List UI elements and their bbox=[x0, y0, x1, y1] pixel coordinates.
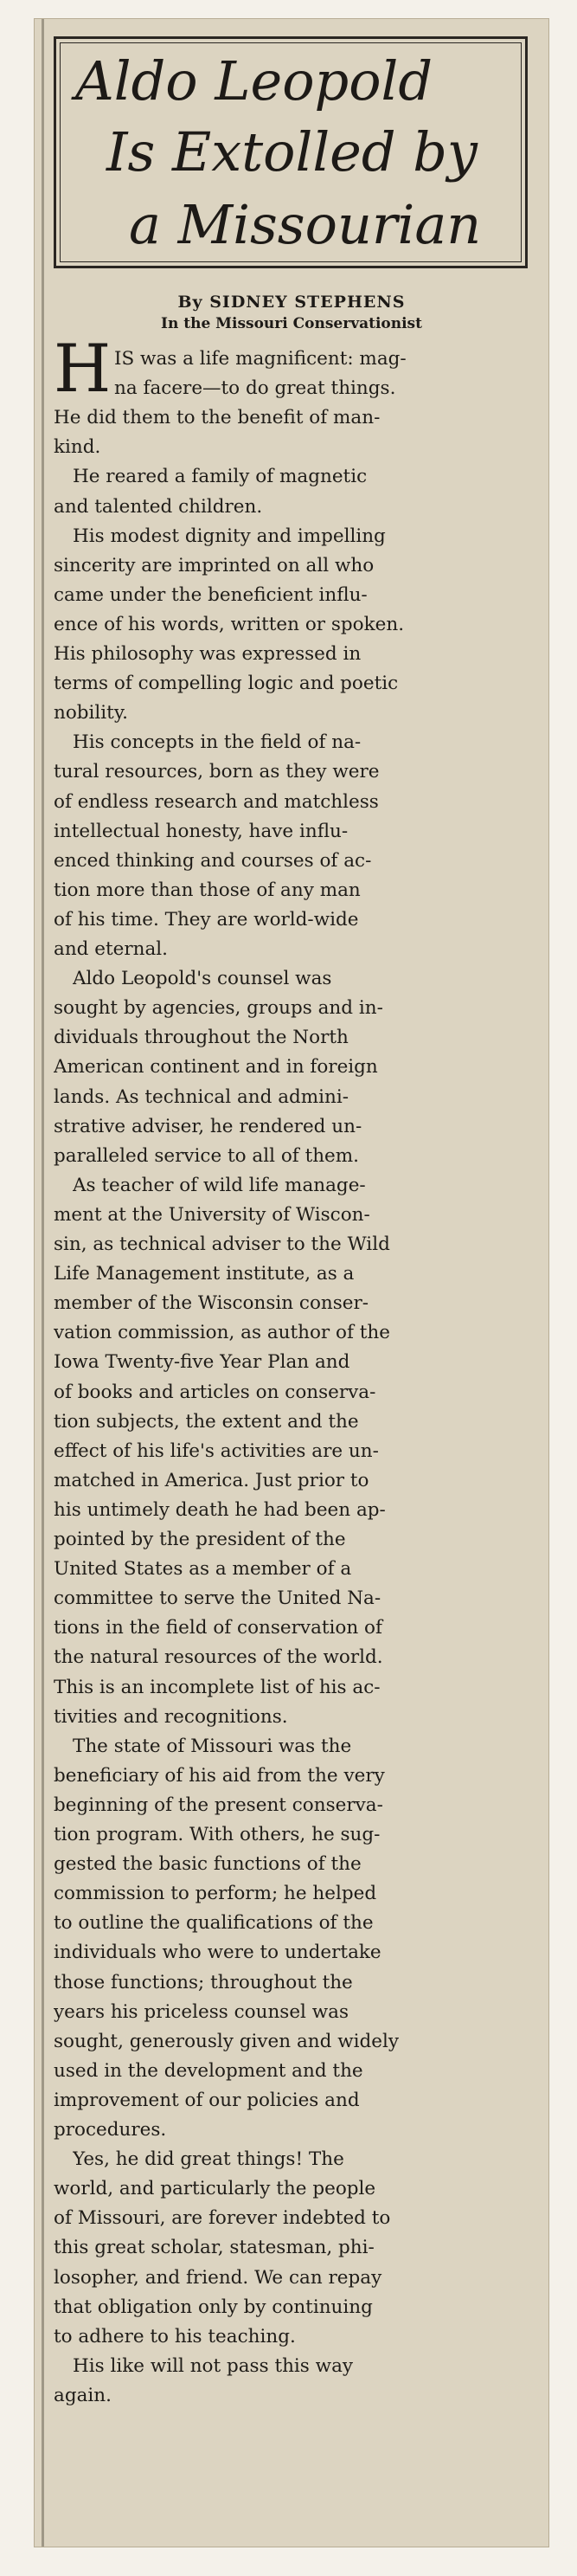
article-line: sincerity are imprinted on all who bbox=[54, 554, 375, 576]
article-line: individuals who were to undertake bbox=[54, 1942, 381, 1964]
headline-line-3: a Missourian bbox=[129, 193, 482, 256]
article-line: vation commission, as author of the bbox=[54, 1322, 390, 1344]
article-line: beginning of the present conserva- bbox=[54, 1794, 383, 1816]
article-line: He reared a family of magnetic bbox=[73, 466, 368, 488]
headline-line-1: Aldo Leopold bbox=[75, 49, 433, 113]
article-line: Aldo Leopold's counsel was bbox=[73, 968, 332, 990]
article-line: tion program. With others, he sug- bbox=[54, 1824, 381, 1845]
article-line: nobility. bbox=[54, 702, 128, 724]
article-line: As teacher of wild life manage- bbox=[73, 1174, 366, 1196]
article-line: His philosophy was expressed in bbox=[54, 643, 362, 665]
article-line: ment at the University of Wiscon- bbox=[54, 1203, 370, 1226]
article-line: sin, as technical adviser to the Wild bbox=[54, 1233, 390, 1255]
headline-line-2: Is Extolled by bbox=[106, 120, 478, 184]
article-line: kind. bbox=[54, 436, 101, 459]
article-line: beneficiary of his aid from the very bbox=[54, 1764, 385, 1787]
article-line: his untimely death he had been ap- bbox=[54, 1498, 386, 1521]
article-line: losopher, and friend. We can repay bbox=[54, 2266, 382, 2289]
article-line: paralleled service to all of them. bbox=[54, 1144, 359, 1167]
article-line: This is an incomplete list of his ac- bbox=[54, 1676, 381, 1698]
article-line: that obligation only by continuing bbox=[54, 2296, 373, 2318]
article-line: Yes, he did great things! The bbox=[73, 2148, 344, 2171]
article-line: IS was a life magnificent: mag- bbox=[114, 348, 407, 370]
article-line: gested the basic functions of the bbox=[54, 1853, 362, 1876]
article-line: to adhere to his teaching. bbox=[54, 2325, 296, 2347]
article-line: Life Management institute, as a bbox=[54, 1263, 355, 1285]
article-line: of his time. They are world-wide bbox=[54, 908, 359, 931]
article-line: commission to perform; he helped bbox=[54, 1883, 377, 1905]
newspaper-clipping bbox=[35, 19, 548, 2547]
article-line: again. bbox=[54, 2384, 112, 2406]
article-line: ence of his words, written or spoken. bbox=[54, 613, 405, 635]
article-line: tivities and recognitions. bbox=[54, 1705, 288, 1728]
article-line: tion more than those of any man bbox=[54, 879, 361, 901]
article-line: and eternal. bbox=[54, 938, 169, 960]
drop-cap: H bbox=[54, 330, 112, 407]
article-line: sought, generously given and widely bbox=[54, 2030, 399, 2052]
article-line: dividuals throughout the North bbox=[54, 1027, 349, 1049]
article-line: His modest dignity and impelling bbox=[73, 525, 386, 547]
article-line: American continent and in foreign bbox=[54, 1056, 378, 1079]
article-line: improvement of our policies and bbox=[54, 2089, 360, 2111]
article-line: of endless research and matchless bbox=[54, 790, 379, 813]
article-line: na facere—to do great things. bbox=[114, 377, 396, 400]
article-line: Iowa Twenty-five Year Plan and bbox=[54, 1351, 350, 1374]
article-line: strative adviser, he rendered un- bbox=[54, 1115, 362, 1137]
article-line: tural resources, born as they were bbox=[54, 761, 380, 783]
article-line: effect of his life's activities are un- bbox=[54, 1439, 379, 1462]
article-line: tion subjects, the extent and the bbox=[54, 1410, 359, 1433]
article-line: tions in the field of conservation of bbox=[54, 1617, 382, 1639]
article-line: lands. As technical and admini- bbox=[54, 1085, 349, 1108]
article-line: intellectual honesty, have influ- bbox=[54, 820, 349, 842]
byline: By SIDNEY STEPHENS bbox=[177, 293, 406, 312]
article-line: committee to serve the United Na- bbox=[54, 1587, 381, 1610]
column-rule bbox=[42, 19, 44, 2547]
article-line: years his priceless counsel was bbox=[54, 2000, 349, 2023]
article-line: to outline the qualifications of the bbox=[54, 1912, 374, 1935]
article-line: member of the Wisconsin conser- bbox=[54, 1292, 369, 1315]
article-line: procedures. bbox=[54, 2119, 167, 2141]
article-line: enced thinking and courses of ac- bbox=[54, 849, 372, 872]
article-line: came under the beneficient influ- bbox=[54, 583, 368, 606]
article-line: United States as a member of a bbox=[54, 1558, 352, 1581]
byline-affiliation: In the Missouri Conservationist bbox=[161, 315, 422, 332]
article-line: matched in America. Just prior to bbox=[54, 1469, 369, 1491]
article-line: used in the development and the bbox=[54, 2059, 363, 2082]
article-line: those functions; throughout the bbox=[54, 1971, 353, 1993]
article-line: sought by agencies, groups and in- bbox=[54, 997, 383, 1020]
article-line: His concepts in the field of na- bbox=[73, 731, 362, 754]
article-line: of Missouri, are forever indebted to bbox=[54, 2207, 391, 2230]
article-line: world, and particularly the people bbox=[54, 2178, 376, 2200]
article-line: The state of Missouri was the bbox=[73, 1735, 352, 1757]
article-line: and talented children. bbox=[54, 495, 263, 518]
article-line: the natural resources of the world. bbox=[54, 1646, 383, 1669]
article-line: of books and articles on conserva- bbox=[54, 1381, 376, 1403]
article-line: pointed by the president of the bbox=[54, 1529, 346, 1550]
article-line: He did them to the benefit of man- bbox=[54, 407, 381, 429]
headline-box bbox=[54, 36, 528, 268]
article-line: terms of compelling logic and poetic bbox=[54, 673, 399, 695]
article-line: this great scholar, statesman, phi- bbox=[54, 2237, 375, 2259]
article-line: His like will not pass this way bbox=[73, 2354, 354, 2377]
